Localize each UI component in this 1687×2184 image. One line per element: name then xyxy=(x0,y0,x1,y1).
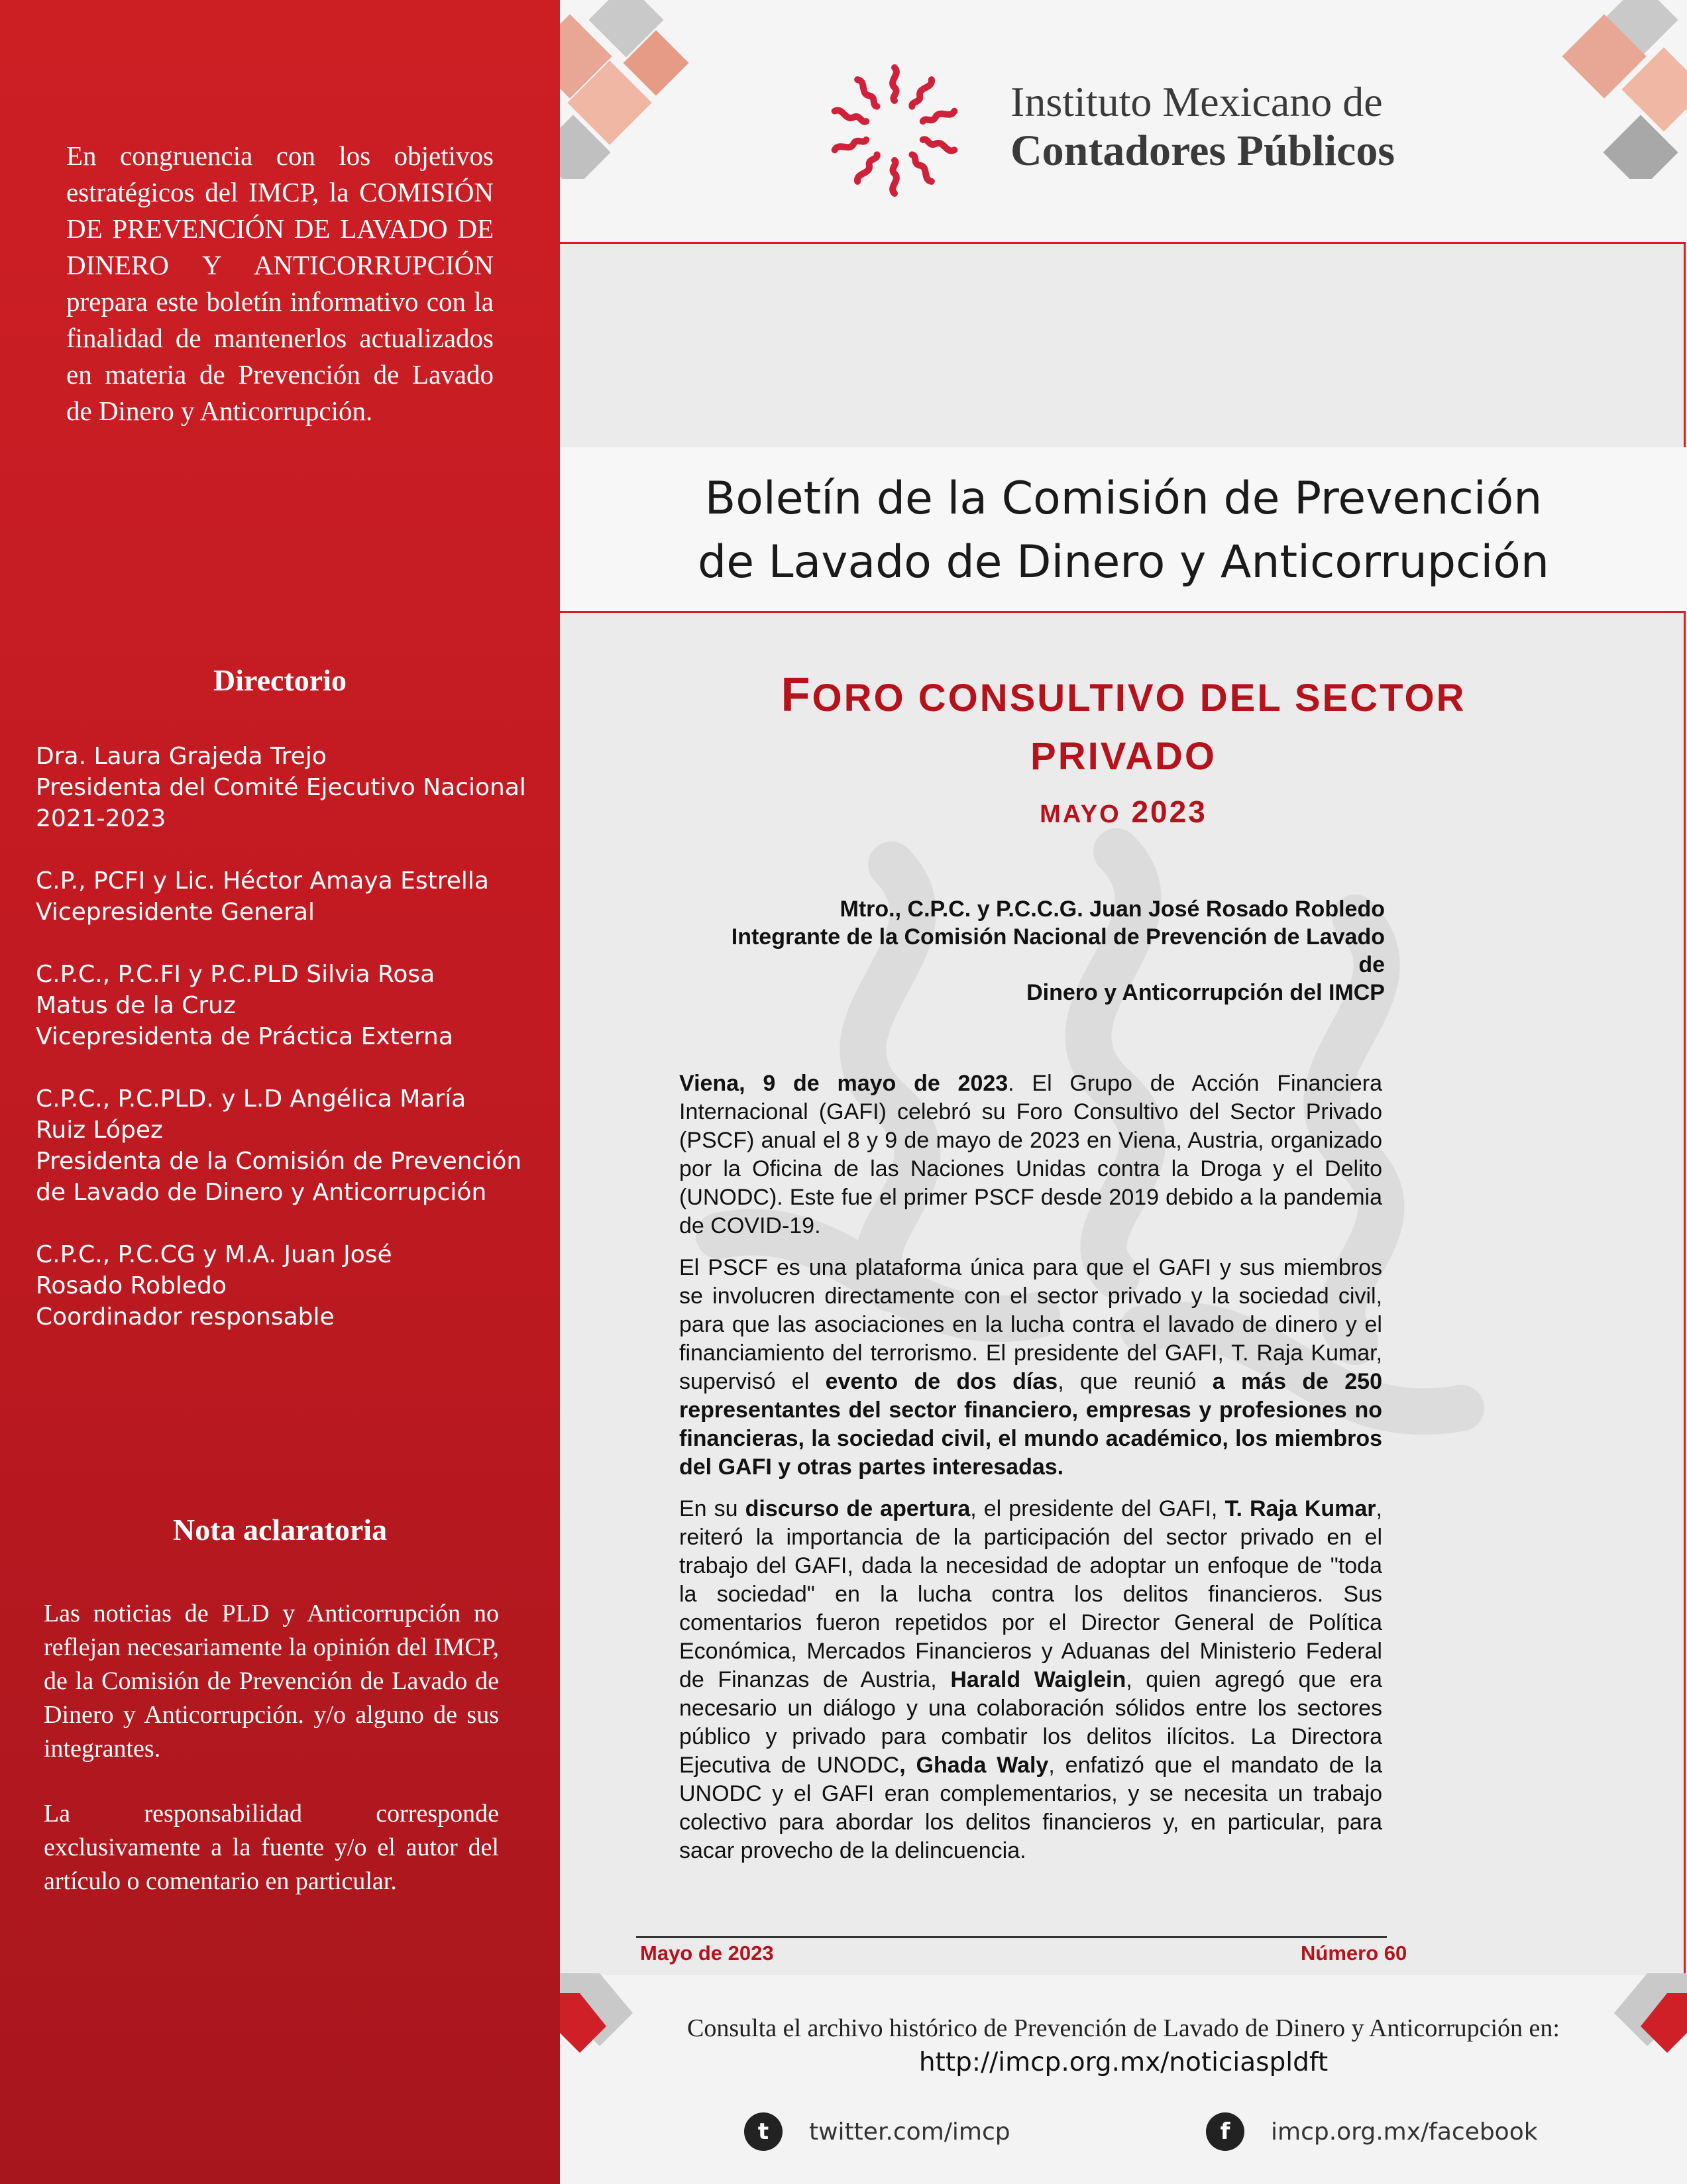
article-author xyxy=(722,895,1385,1007)
article-title-line2: PRIVADO xyxy=(1030,735,1217,778)
directorio-entry xyxy=(36,865,546,928)
bold-text: discurso de apertura xyxy=(745,1496,971,1521)
body-text: , el presidente del GAFI, xyxy=(970,1496,1225,1521)
bulletin-title-line1: Boletín de la Comisión de Prevención xyxy=(704,472,1543,525)
bold-text: , Ghada Waly xyxy=(899,1753,1049,1778)
directorio-entry xyxy=(36,1239,546,1333)
directorio-line: de Lavado de Dinero y Anticorrupción xyxy=(36,1179,487,1206)
main-area xyxy=(560,0,1687,2184)
directorio-line: C.P., PCFI y Lic. Héctor Amaya Estrella xyxy=(36,867,489,895)
body-text: El PSCF es una plataforma única para que el GAFI y sus miembros se involucren directamente con el sector privado y la sociedad civil, para que las asociaciones en la lucha contra el lavado de dinero y el financiamiento del terrorismo. El presidente del GAFI, T. Raja Kumar, supervisó el xyxy=(679,1255,1382,1394)
nota-heading: Nota aclaratoria xyxy=(172,1513,388,1547)
archive-note: Consulta el archivo histórico de Prevención de Lavado de Dinero y Anticorrupción en: xyxy=(687,2014,1560,2042)
directorio-line: Vicepresidenta de Práctica Externa xyxy=(36,1023,453,1050)
archive-link[interactable]: http://imcp.org.mx/noticiaspldft xyxy=(918,2048,1329,2077)
directorio-line: Vicepresidente General xyxy=(36,899,315,926)
directorio-entry xyxy=(36,741,546,834)
corner-pattern-right-icon xyxy=(1515,0,1687,179)
body-text: , que reunió xyxy=(1058,1369,1213,1394)
directorio-line: Coordinador responsable xyxy=(36,1303,335,1331)
nota-paragraph-1: Las noticias de PLD y Anticorrupción no reflejan necesariamente la opinión del IMCP, de la Comisión de Prevención de Lavado de Dinero y Anticorrupción. y/o alguno de sus integrantes. xyxy=(44,1600,499,1763)
article-paragraph-3 xyxy=(679,1495,1382,1865)
org-name-line1: Instituto Mexicano de xyxy=(1010,78,1383,125)
directorio-entry xyxy=(36,959,546,1052)
directorio-line: Dra. Laura Grajeda Trejo xyxy=(36,743,327,770)
org-name-line2: Contadores Públicos xyxy=(1010,127,1395,175)
issue-date: Mayo de 2023 xyxy=(640,1941,774,1965)
twitter-icon: t xyxy=(744,2112,783,2151)
bulletin-title-line2: de Lavado de Dinero y Anticorrupción xyxy=(698,536,1549,588)
directorio-line: Presidenta del Comité Ejecutivo Nacional xyxy=(36,774,526,801)
bulletin-title xyxy=(560,467,1687,594)
sidebar xyxy=(0,0,560,2184)
imcp-logo-icon xyxy=(825,61,964,200)
directorio-line: C.P.C., P.C.CG y M.A. Juan José xyxy=(36,1241,392,1268)
bold-text: evento de dos días xyxy=(825,1369,1058,1394)
directorio-list xyxy=(36,741,546,1364)
article-body xyxy=(679,1069,1382,1879)
article-title xyxy=(560,666,1687,786)
directorio-entry xyxy=(36,1083,546,1208)
author-line3: Dinero y Anticorrupción del IMCP xyxy=(1026,980,1385,1005)
body-text: , enfatizó que el mandato de la UNODC y el GAFI eran complementarios, y se necesita un trabajo colectivo para abordar los delitos financieros y, en particular, para sacar provecho de la delincuencia. xyxy=(679,1753,1382,1863)
article-title-rest: ORO CONSULTIVO DEL SECTOR xyxy=(812,677,1466,720)
body-text: , quien agregó que era necesario un diálogo y una colaboración sólidos entre los sectores público y privado para combatir los delitos ilícitos. La Directora Ejecutiva de UNODC xyxy=(679,1667,1382,1778)
facebook-label: imcp.org.mx/facebook xyxy=(1271,2118,1538,2146)
bold-text: Harald Waiglein xyxy=(950,1667,1126,1692)
bold-text: T. Raja Kumar xyxy=(1224,1496,1376,1521)
directorio-line: Presidenta de la Comisión de Prevención xyxy=(36,1148,522,1175)
body-text: En su xyxy=(679,1496,745,1521)
author-line2: Integrante de la Comisión Nacional de Prevención de Lavado de xyxy=(731,924,1385,977)
directorio-line: 2021-2023 xyxy=(36,805,166,832)
directorio-line: C.P.C., P.C.PLD. y L.D Angélica María xyxy=(36,1085,466,1113)
article-paragraph-2 xyxy=(679,1254,1382,1482)
directorio-line: C.P.C., P.C.FI y P.C.PLD Silvia Rosa xyxy=(36,961,435,988)
facebook-icon: f xyxy=(1206,2112,1244,2151)
header xyxy=(560,0,1687,242)
banner-box xyxy=(560,242,1686,449)
issue-number: Número 60 xyxy=(1301,1941,1407,1965)
bold-text: Viena, 9 de mayo de 2023 xyxy=(679,1071,1008,1096)
twitter-link[interactable] xyxy=(744,2112,1010,2151)
footer-divider xyxy=(636,1936,1387,1938)
directorio-line: Matus de la Cruz xyxy=(36,992,236,1019)
corner-pattern-left-icon xyxy=(560,0,732,179)
article-date-month: MAYO xyxy=(1040,800,1121,828)
article-title-initial: F xyxy=(781,669,812,722)
nota-paragraph-2: La responsabilidad corresponde exclusivamente a la fuente y/o el autor del artículo o comentario en particular. xyxy=(44,1800,499,1895)
twitter-label: twitter.com/imcp xyxy=(809,2118,1010,2146)
facebook-link[interactable] xyxy=(1206,2112,1538,2151)
article-date xyxy=(560,794,1687,830)
article-paragraph-1 xyxy=(679,1069,1382,1240)
article-date-year: 2023 xyxy=(1131,794,1207,829)
directorio-line: Ruiz López xyxy=(36,1117,163,1144)
sidebar-intro: En congruencia con los objetivos estratégicos del IMCP, la COMISIÓN DE PREVENCIÓN DE LAVADO DE DINERO Y ANTICORRUPCIÓN prepara este boletín informativo con la finalidad de mantenerlos actualizados en materia de Prevención de Lavado de Dinero y Anticorrupción. xyxy=(66,140,494,426)
directorio-line: Rosado Robledo xyxy=(36,1272,227,1299)
author-line1: Mtro., C.P.C. y P.C.C.G. Juan José Rosado Robledo xyxy=(840,897,1385,922)
directorio-heading: Directorio xyxy=(213,663,347,697)
body-text: , reiteró la importancia de la participación del sector privado en el trabajo del GAFI, dada la necesidad de adoptar un enfoque de "toda la sociedad" en la lucha contra los delitos financieros. Sus comentarios fueron repetidos por el Director General de Política Económica, Mercados Financieros y Aduanas del Ministerio Federal de Finanzas de Austria, xyxy=(679,1496,1382,1692)
body-text: . El Grupo de Acción Financiera Internacional (GAFI) celebró su Foro Consultivo del Sector Privado (PSCF) anual el 8 y 9 de mayo de 2023 en Viena, Austria, organizado por la Oficina de las Naciones Unidas contra la Droga y el Delito (UNODC). Este fue el primer PSCF desde 2019 debido a la pandemia de COVID-19. xyxy=(679,1071,1382,1238)
bold-text: a más de 250 representantes del sector financiero, empresas y profesiones no financieras, la sociedad civil, el mundo académico, los miembros del GAFI y otras partes interesadas. xyxy=(679,1369,1382,1480)
